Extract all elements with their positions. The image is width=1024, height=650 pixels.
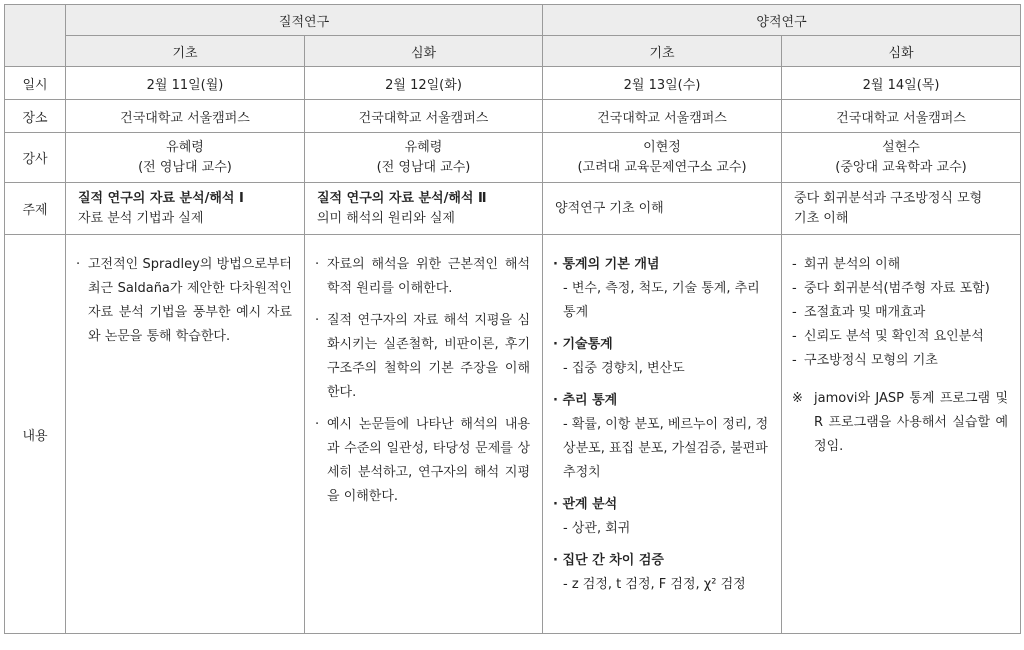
lecturer-name: 설현수: [882, 139, 920, 155]
row-label-lecturer: 강사: [5, 133, 66, 183]
header-qualitative: 질적연구: [66, 5, 543, 36]
lecturer-name: 유혜령: [404, 139, 443, 155]
dash-mark: -: [792, 353, 797, 368]
reference-mark: ※: [792, 391, 803, 406]
row-topic: [5, 183, 1021, 235]
topic-cell: [66, 183, 305, 235]
header-row-1: [5, 5, 1021, 36]
content-col-2: [305, 235, 543, 634]
paragraph-text: 예시 논문들에 나타난 해석의 내용과 수준의 일관성, 타당성 문제를 상세히 분석하고, 연구자의 해석 지평을 이해한다.: [327, 417, 531, 504]
bullet-mark: ·: [315, 257, 320, 272]
lecturer-name: 이현정: [643, 139, 681, 155]
header-row-2: [5, 36, 1021, 67]
header-sub-2: 심화: [305, 36, 543, 67]
lecturer-title: (전 영남대 교수): [376, 159, 471, 175]
content-col-4: [782, 235, 1021, 634]
topic-subtitle: 의미 해석의 원리와 실제: [317, 210, 455, 226]
content-paragraph: [315, 309, 530, 405]
content-section: [553, 493, 769, 541]
date-cell: 2월 12일(화): [305, 67, 543, 100]
topic-title: 양적연구 기초 이해: [555, 200, 664, 216]
dash-mark: -: [792, 257, 797, 272]
place-cell: 건국대학교 서울캠퍼스: [66, 100, 305, 133]
topic-title: 질적 연구의 자료 분석/해석 Ⅰ: [78, 190, 244, 206]
list-item-text: 중다 회귀분석(범주형 자료 포함): [804, 281, 990, 296]
corner-cell: [5, 5, 66, 67]
content-col-1: [66, 235, 305, 634]
section-title: · 집단 간 차이 검증: [553, 553, 664, 568]
content-section: [553, 549, 769, 597]
list-item: [792, 349, 1008, 373]
topic-subtitle: 자료 분석 기법과 실제: [78, 210, 204, 226]
date-cell: 2월 11일(월): [66, 67, 305, 100]
section-item: - 확률, 이항 분포, 베르누이 정리, 정상분포, 표집 분포, 가설검증, 불편파 추정치: [563, 417, 769, 480]
place-cell: 건국대학교 서울캠퍼스: [782, 100, 1021, 133]
header-sub-1: 기초: [66, 36, 305, 67]
section-item: - 변수, 측정, 척도, 기술 통계, 추리통계: [563, 281, 760, 320]
content-col-3: [543, 235, 782, 634]
bullet-mark: ·: [315, 417, 320, 432]
topic-cell: [543, 183, 782, 235]
paragraph-text: 고전적인 Spradley의 방법으로부터 최근 Saldaña가 제안한 다차원적인 자료 분석 기법을 풍부한 예시 자료와 논문을 통해 학습한다.: [88, 257, 292, 344]
content-paragraph: [76, 253, 292, 349]
topic-subtitle: 기초 이해: [794, 210, 849, 226]
section-title: · 기술통계: [553, 337, 613, 352]
dash-mark: -: [792, 305, 797, 320]
row-content: [5, 235, 1021, 634]
topic-cell: [305, 183, 543, 235]
program-note: [792, 387, 1008, 459]
list-item-text: 구조방정식 모형의 기초: [804, 353, 938, 368]
schedule-table: [4, 4, 1021, 634]
paragraph-text: 질적 연구자의 자료 해석 지평을 심화시키는 실존철학, 비판이론, 후기구조주의 철학의 기본 주장을 이해한다.: [327, 313, 531, 400]
dash-mark: -: [792, 281, 797, 296]
list-item-text: 회귀 분석의 이해: [804, 257, 901, 272]
lecturer-cell: [543, 133, 782, 183]
row-lecturer: [5, 133, 1021, 183]
lecturer-cell: [305, 133, 543, 183]
list-item: [792, 277, 1008, 301]
header-quantitative: 양적연구: [543, 5, 1021, 36]
section-item: - 집중 경향치, 변산도: [563, 361, 685, 376]
dash-mark: -: [792, 329, 797, 344]
content-section: [553, 333, 769, 381]
row-label-date: 일시: [5, 67, 66, 100]
row-label-place: 장소: [5, 100, 66, 133]
section-title: · 통계의 기본 개념: [553, 257, 660, 272]
list-item: [792, 325, 1008, 349]
header-sub-3: 기초: [543, 36, 782, 67]
lecturer-title: (중앙대 교육학과 교수): [835, 159, 967, 175]
topic-cell: [782, 183, 1021, 235]
section-title: · 추리 통계: [553, 393, 618, 408]
date-cell: 2월 14일(목): [782, 67, 1021, 100]
row-label-content: 내용: [5, 235, 66, 634]
bullet-mark: ·: [315, 313, 320, 328]
content-paragraph: [315, 413, 530, 509]
list-item: [792, 253, 1008, 277]
content-section: [553, 253, 769, 325]
paragraph-text: 자료의 해석을 위한 근본적인 해석학적 원리를 이해한다.: [327, 257, 531, 296]
section-item: - 상관, 회귀: [563, 521, 631, 536]
content-section: [553, 389, 769, 485]
lecturer-name: 유혜령: [166, 139, 204, 155]
row-place: [5, 100, 1021, 133]
row-label-topic: 주제: [5, 183, 66, 235]
section-item: - z 검정, t 검정, F 검정, χ² 검정: [563, 577, 746, 592]
list-item: [792, 301, 1008, 325]
place-cell: 건국대학교 서울캠퍼스: [543, 100, 782, 133]
lecturer-title: (전 영남대 교수): [138, 159, 232, 175]
bullet-mark: ·: [76, 257, 81, 272]
topic-title: 중다 회귀분석과 구조방정식 모형: [794, 190, 983, 206]
topic-title: 질적 연구의 자료 분석/해석 Ⅱ: [317, 190, 487, 206]
lecturer-title: (고려대 교육문제연구소 교수): [577, 159, 747, 175]
note-text: jamovi와 JASP 통계 프로그램 및 R 프로그램을 사용해서 실습할 예정임.: [814, 391, 1009, 454]
row-date: [5, 67, 1021, 100]
list-item-text: 조절효과 및 매개효과: [804, 305, 926, 320]
list-item-text: 신뢰도 분석 및 확인적 요인분석: [804, 329, 984, 344]
header-sub-4: 심화: [782, 36, 1021, 67]
place-cell: 건국대학교 서울캠퍼스: [305, 100, 543, 133]
content-paragraph: [315, 253, 530, 301]
section-title: · 관계 분석: [553, 497, 618, 512]
lecturer-cell: [66, 133, 305, 183]
date-cell: 2월 13일(수): [543, 67, 782, 100]
lecturer-cell: [782, 133, 1021, 183]
